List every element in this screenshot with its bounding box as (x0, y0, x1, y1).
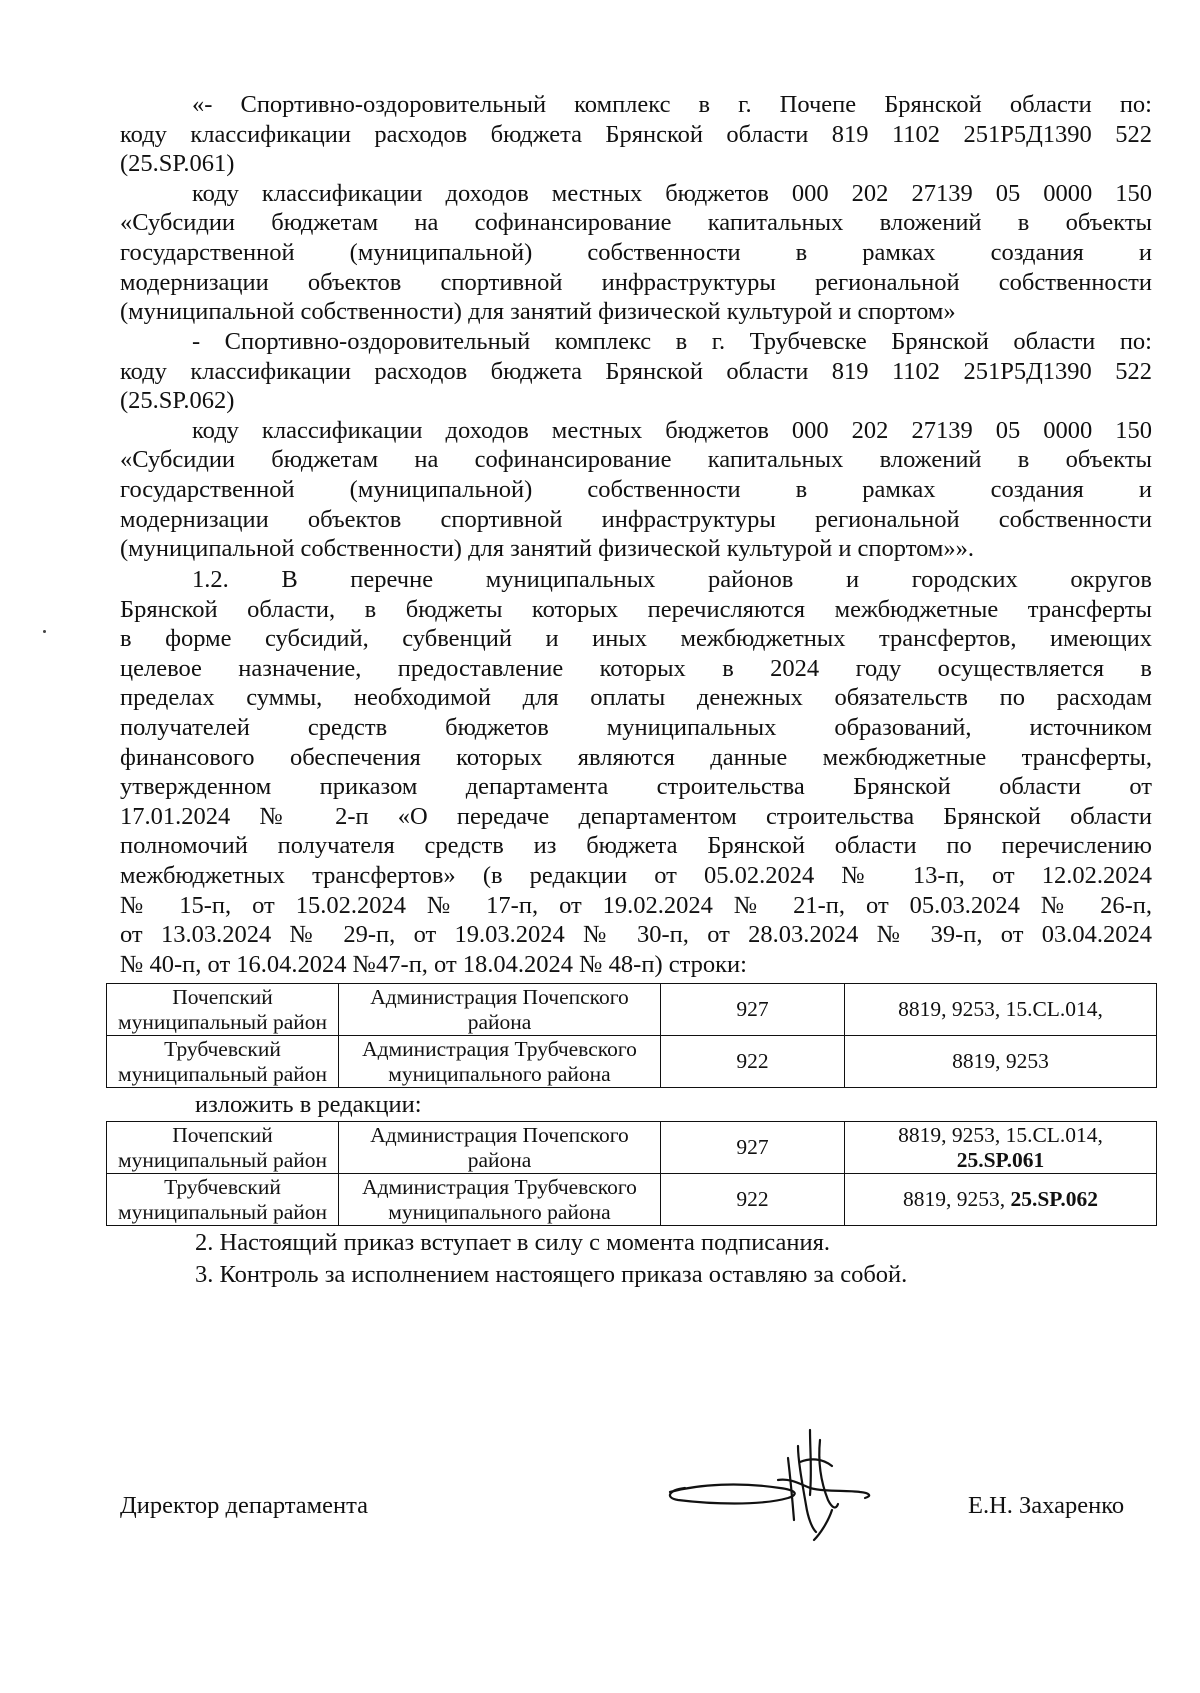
text-line: - Спортивно-оздоровительный комплекс в г. Трубчевске Брянской области по: (192, 328, 1152, 355)
district-cell: Почепский муниципальный район (107, 1122, 339, 1174)
table-current-rows (106, 983, 1157, 1088)
admin-cell: Администрация Почепского района (339, 984, 661, 1036)
code-cell: 922 (661, 1174, 845, 1226)
text-line: коду классификации доходов местных бюджетов 000 202 27139 05 0000 150 (192, 179, 1152, 207)
code-cell: 927 (661, 1122, 845, 1174)
section-trubchevsk (120, 327, 1152, 564)
new-code: 25.SP.062 (1010, 1187, 1099, 1211)
district-cell: Трубчевский муниципальный район (107, 1174, 339, 1226)
text-line: коду классификации расходов бюджета Брянской области 819 1102 251Р5Д1390 522 (120, 120, 1152, 148)
section-pochep (120, 90, 1152, 327)
text-line: в форме субсидий, субвенций и иных межбюджетных трансфертов, имеющих (120, 625, 1152, 653)
text-line: целевое назначение, предоставление которых в 2024 году осуществляется в (120, 654, 1152, 682)
text-line: утвержденном приказом департамента строительства Брянской области от (120, 773, 1152, 801)
text-line: пределах суммы, необходимой для оплаты денежных обязательств по расходам (120, 684, 1152, 712)
text-line: (муниципальной собственности) для занятий физической культурой и спортом» (120, 298, 956, 326)
code-cell: 927 (661, 984, 845, 1036)
kinds-cell: 8819, 9253, 15.CL.014, (845, 984, 1157, 1036)
text-line: модернизации объектов спортивной инфраструктуры региональной собственности (120, 268, 1152, 296)
scan-speck (43, 630, 46, 633)
signatory-name: Е.Н. Захаренко (968, 1492, 1125, 1519)
district-cell: Почепский муниципальный район (107, 984, 339, 1036)
text-line: (25.SP.061) (120, 150, 235, 178)
text-line: получателей средств бюджетов муниципальных образований, источником (120, 713, 1152, 741)
text-line: Брянской области, в бюджеты которых перечисляются межбюджетные трансферты (120, 595, 1152, 623)
text-line: модернизации объектов спортивной инфраструктуры региональной собственности (120, 505, 1152, 533)
handwritten-signature (660, 1400, 900, 1550)
new-code: 25.SP.061 (956, 1147, 1045, 1172)
admin-cell: Администрация Почепского района (339, 1122, 661, 1174)
clause-3: 3. Контроль за исполнением настоящего приказа оставляю за собой. (195, 1261, 908, 1288)
table-row (107, 1036, 1157, 1088)
table-row (107, 1174, 1157, 1226)
admin-cell: Администрация Трубчевского муниципального района (339, 1036, 661, 1088)
kinds-cell: 8819, 9253 (845, 1036, 1157, 1088)
text-line: № 15-п, от 15.02.2024 № 17-п, от 19.02.2024 № 21-п, от 05.03.2024 № 26-п, (120, 891, 1152, 919)
kinds-cell: 8819, 9253, 15.CL.014, 25.SP.061 (845, 1122, 1157, 1174)
table-row (107, 1122, 1157, 1174)
kinds-cell: 8819, 9253, 25.SP.062 (845, 1174, 1157, 1226)
code-cell: 922 (661, 1036, 845, 1088)
signatory-title: Директор департамента (120, 1492, 369, 1519)
admin-cell: Администрация Трубчевского муниципального района (339, 1174, 661, 1226)
text-line: (25.SP.062) (120, 387, 235, 415)
text-line: «Субсидии бюджетам на софинансирование капитальных вложений в объекты (120, 209, 1152, 237)
text-line: государственной (муниципальной) собственности в рамках создания и (120, 238, 1152, 266)
text-line: «Субсидии бюджетам на софинансирование капитальных вложений в объекты (120, 446, 1152, 474)
text-line: межбюджетных трансфертов» (в редакции от 05.02.2024 № 13-п, от 12.02.2024 (120, 861, 1152, 889)
text-line: № 40-п, от 16.04.2024 №47-п, от 18.04.2024 № 48-п) строки: (120, 950, 747, 978)
text-line: государственной (муниципальной) собственности в рамках создания и (120, 475, 1152, 503)
text-line: финансового обеспечения которых являются данные межбюджетные трансферты, (120, 743, 1152, 771)
text-line: «- Спортивно-оздоровительный комплекс в г. Почепе Брянской области по: (192, 91, 1152, 118)
table-row (107, 984, 1157, 1036)
text-line: полномочий получателя средств из бюджета Брянской области по перечислению (120, 832, 1152, 860)
table-new-rows (106, 1121, 1157, 1226)
text-line: 1.2. В перечне муниципальных районов и городских округов (192, 566, 1152, 593)
restate-label: изложить в редакции: (195, 1091, 422, 1118)
text-line: 17.01.2024 № 2-п «О передаче департаментом строительства Брянской области (120, 802, 1152, 830)
text-line: от 13.03.2024 № 29-п, от 19.03.2024 № 30-п, от 28.03.2024 № 39-п, от 03.04.2024 (120, 921, 1152, 949)
clause-2: 2. Настоящий приказ вступает в силу с момента подписания. (195, 1229, 830, 1256)
district-cell: Трубчевский муниципальный район (107, 1036, 339, 1088)
text-line: (муниципальной собственности) для занятий физической культурой и спортом»». (120, 535, 975, 563)
clause-1-2 (120, 565, 1152, 979)
text-line: коду классификации расходов бюджета Брянской области 819 1102 251Р5Д1390 522 (120, 357, 1152, 385)
text-line: коду классификации доходов местных бюджетов 000 202 27139 05 0000 150 (192, 416, 1152, 444)
